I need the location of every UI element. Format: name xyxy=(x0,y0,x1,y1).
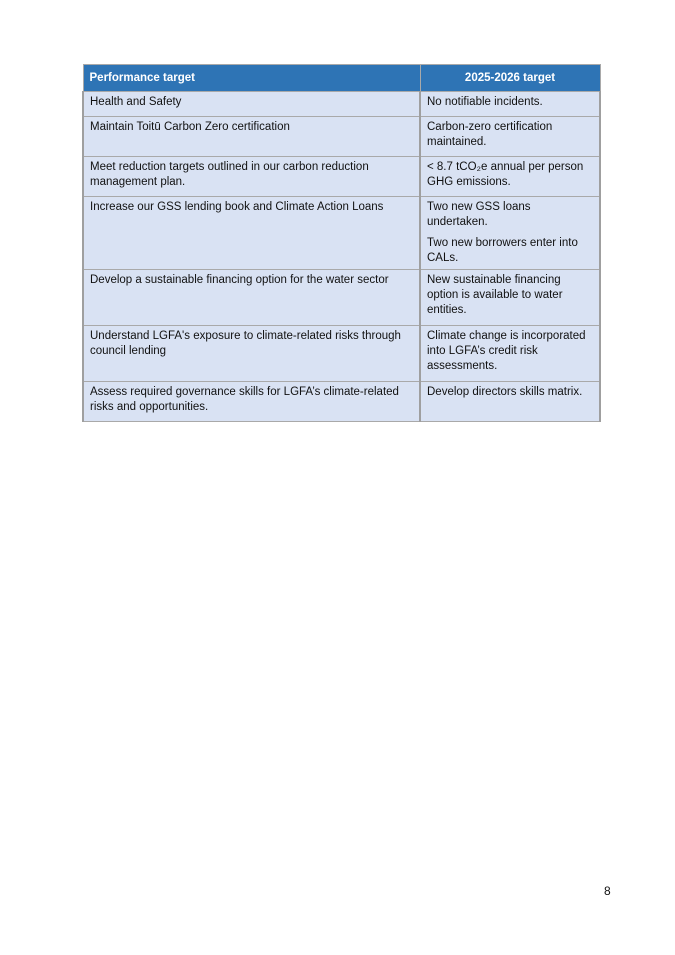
table-row xyxy=(83,197,600,270)
performance-target-cell: Increase our GSS lending book and Climate Action Loans xyxy=(83,197,420,270)
performance-target-cell: Maintain Toitū Carbon Zero certification xyxy=(83,117,420,157)
target-text: No notifiable incidents. xyxy=(427,96,543,108)
table-row xyxy=(83,270,600,326)
target-text: < 8.7 tCO₂e annual per person GHG emissions. xyxy=(427,161,584,188)
table-row xyxy=(83,326,600,382)
table-row xyxy=(83,382,600,422)
table-row xyxy=(83,157,600,197)
target-text: Develop directors skills matrix. xyxy=(427,386,583,398)
performance-target-cell: Health and Safety xyxy=(83,92,420,117)
target-text: New sustainable financing option is available to water entities. xyxy=(427,274,563,316)
target-text: Climate change is incorporated into LGFA’s credit risk assessments. xyxy=(427,330,586,372)
target-text: Carbon-zero certification maintained. xyxy=(427,121,553,148)
target-cell xyxy=(420,117,600,157)
target-cell xyxy=(420,382,600,422)
table-header-row xyxy=(83,65,600,92)
performance-target-cell: Assess required governance skills for LGFA’s climate-related risks and opportunities. xyxy=(83,382,420,422)
performance-target-cell: Understand LGFA's exposure to climate-related risks through council lending xyxy=(83,326,420,382)
target-cell xyxy=(420,157,600,197)
target-cell xyxy=(420,326,600,382)
target-cell xyxy=(420,270,600,326)
target-text: Two new borrowers enter into CALs. xyxy=(427,237,578,264)
performance-target-cell: Develop a sustainable financing option for the water sector xyxy=(83,270,420,326)
table-row xyxy=(83,92,600,117)
header-performance-target: Performance target xyxy=(83,65,420,92)
target-cell xyxy=(420,92,600,117)
performance-target-cell: Meet reduction targets outlined in our carbon reduction management plan. xyxy=(83,157,420,197)
target-text: Two new GSS loans undertaken. xyxy=(427,201,531,228)
target-cell xyxy=(420,197,600,270)
performance-targets-table xyxy=(82,64,601,422)
table-row xyxy=(83,117,600,157)
header-2025-2026-target: 2025-2026 target xyxy=(420,65,600,92)
page-number: 8 xyxy=(604,884,611,898)
